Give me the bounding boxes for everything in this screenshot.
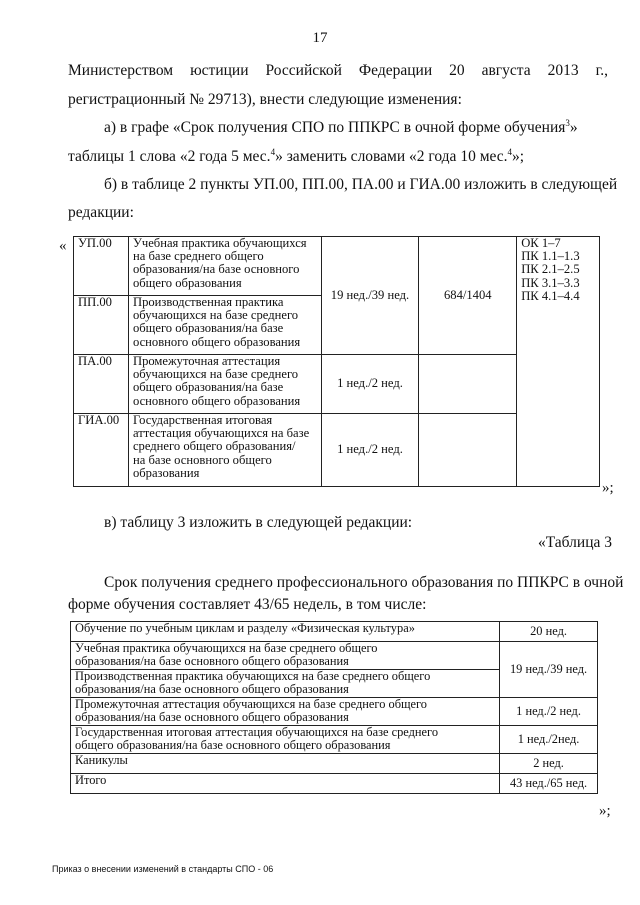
cell-line: образования/на базе основного <box>132 262 300 277</box>
cell-line: аттестация обучающихся на базе <box>132 426 310 441</box>
cell-line: Государственная итоговая аттестация обучающихся на базе среднего <box>75 725 439 739</box>
competence-code: ОК 1–7 <box>521 236 561 250</box>
intro-word: г., <box>595 62 608 79</box>
cell-line: Производственная практика <box>132 295 284 309</box>
competence-code: ПК 1.1–1.3 <box>521 249 580 264</box>
cell-line: среднего общего образования/ <box>132 439 296 454</box>
intro-word: Российской <box>265 62 342 79</box>
cell-line: основного общего образования <box>132 393 301 408</box>
table-row <box>71 622 598 642</box>
table-cell-competences <box>517 237 600 487</box>
table3-caption: «Таблица 3 <box>537 534 612 551</box>
intro-word: юстиции <box>190 62 249 79</box>
cell-line: образования/на базе основного общего образования <box>75 654 349 668</box>
footnote-ref: 3 <box>565 118 570 128</box>
cell-line: Государственная итоговая <box>132 413 273 427</box>
table-cell-name <box>71 726 500 754</box>
table3-intro-line-2: форме обучения составляет 43/65 недель, в том числе: <box>68 596 427 613</box>
table-cell-value: 43 нед./65 нед. <box>500 774 598 794</box>
table-cell-name <box>128 237 321 296</box>
table-cell-name <box>71 642 500 670</box>
item-b-line-1: б) в таблице 2 пункты УП.00, ПП.00, ПА.00 и ГИА.00 изложить в следующей <box>104 176 618 193</box>
table-row <box>71 726 598 754</box>
item-a-text: »; <box>512 148 525 165</box>
competence-code: ПК 3.1–3.3 <box>521 275 580 290</box>
table-cell-value: 20 нед. <box>500 622 598 642</box>
table-2 <box>73 236 600 487</box>
cell-line: общего образования/на базе <box>132 380 284 395</box>
cell-line: обучающихся на базе среднего <box>132 367 299 382</box>
cell-line: образования <box>132 465 200 480</box>
cell-line: Промежуточная аттестация <box>132 354 281 368</box>
table-3 <box>70 621 598 794</box>
intro-word: Министерством <box>68 62 174 79</box>
item-a-text: » заменить словами «2 года 10 мес. <box>275 148 508 165</box>
cell-line: на базе основного общего <box>132 452 272 467</box>
item-b-line-2: редакции: <box>68 204 134 221</box>
cell-line: основного общего образования <box>132 334 301 349</box>
table-cell-code: УП.00 <box>74 237 129 296</box>
item-a-text: » <box>569 119 578 136</box>
table-cell-value: 1 нед./2 нед. <box>500 698 598 726</box>
page-number: 17 <box>312 30 328 46</box>
cell-line: общего образования <box>132 275 242 290</box>
table-cell-name: Итого <box>71 774 500 794</box>
cell-line: Учебная практика обучающихся на базе среднего общего <box>75 641 378 655</box>
footnote-ref: 4 <box>507 147 513 157</box>
intro-line-2: регистрационный № 29713), внести следующие изменения: <box>68 91 462 108</box>
competence-code: ПК 2.1–2.5 <box>521 262 580 277</box>
item-a-line-2 <box>68 147 524 167</box>
cell-line: обучающихся на базе среднего <box>132 308 299 323</box>
table3-intro-line-1: Срок получения среднего профессионального образования по ППКРС в очной <box>104 574 624 591</box>
cell-line: общего образования/на базе <box>132 321 284 336</box>
item-c-line: в) таблицу 3 изложить в следующей редакции: <box>104 514 413 531</box>
table-cell-name <box>128 296 321 355</box>
table-cell-value: 1 нед./2нед. <box>500 726 598 754</box>
footnote-ref: 4 <box>270 147 276 157</box>
table-cell-code: ПА.00 <box>74 355 129 414</box>
table-cell-duration: 19 нед./39 нед. <box>321 237 419 355</box>
table-cell-code: ГИА.00 <box>74 414 129 487</box>
item-a-text: таблицы 1 слова «2 года 5 мес. <box>68 148 271 165</box>
competence-code: ПК 4.1–4.4 <box>521 288 580 303</box>
intro-line-1 <box>68 61 608 81</box>
intro-word: Федерации <box>358 62 433 79</box>
intro-word: 2013 <box>547 62 579 79</box>
item-a-text: а) в графе «Срок получения СПО по ППКРС в очной форме обучения <box>104 119 566 136</box>
table-cell-duration: 1 нед./2 нед. <box>321 355 419 414</box>
table-cell-name <box>71 670 500 698</box>
table-row <box>71 642 598 670</box>
intro-word: августа <box>481 62 531 79</box>
item-a-line-1 <box>104 118 578 138</box>
cell-line: на базе среднего общего <box>132 249 264 264</box>
table-cell-name <box>128 355 321 414</box>
table2-open-quote: « <box>59 238 67 254</box>
table-cell-name <box>128 414 321 487</box>
table-row <box>71 754 598 774</box>
table-cell-name <box>71 698 500 726</box>
table-cell-hours: 684/1404 <box>419 237 517 355</box>
cell-line: Производственная практика обучающихся на базе среднего общего <box>75 669 431 683</box>
table-cell-hours <box>419 414 517 487</box>
table-row <box>71 774 598 794</box>
intro-word: 20 <box>449 62 465 79</box>
cell-line: общего образования/на базе основного общего образования <box>75 738 391 752</box>
cell-line: Промежуточная аттестация обучающихся на базе среднего общего <box>75 697 428 711</box>
cell-line: образования/на базе основного общего образования <box>75 710 349 724</box>
table-cell-name: Обучение по учебным циклам и разделу «Физическая культура» <box>71 622 500 642</box>
table-row <box>74 237 600 296</box>
table2-close-quote: »; <box>602 480 614 496</box>
table-cell-value: 19 нед./39 нед. <box>500 642 598 698</box>
table3-close-quote: »; <box>599 803 611 819</box>
table-cell-hours <box>419 355 517 414</box>
cell-line: Учебная практика обучающихся <box>132 236 307 250</box>
table-cell-name: Каникулы <box>71 754 500 774</box>
table-row <box>71 698 598 726</box>
cell-line: образования/на базе основного общего образования <box>75 682 349 696</box>
table-cell-value: 2 нед. <box>500 754 598 774</box>
footer: Приказ о внесении изменений в стандарты СПО - 06 <box>52 864 274 874</box>
table-cell-code: ПП.00 <box>74 296 129 355</box>
table-cell-duration: 1 нед./2 нед. <box>321 414 419 487</box>
